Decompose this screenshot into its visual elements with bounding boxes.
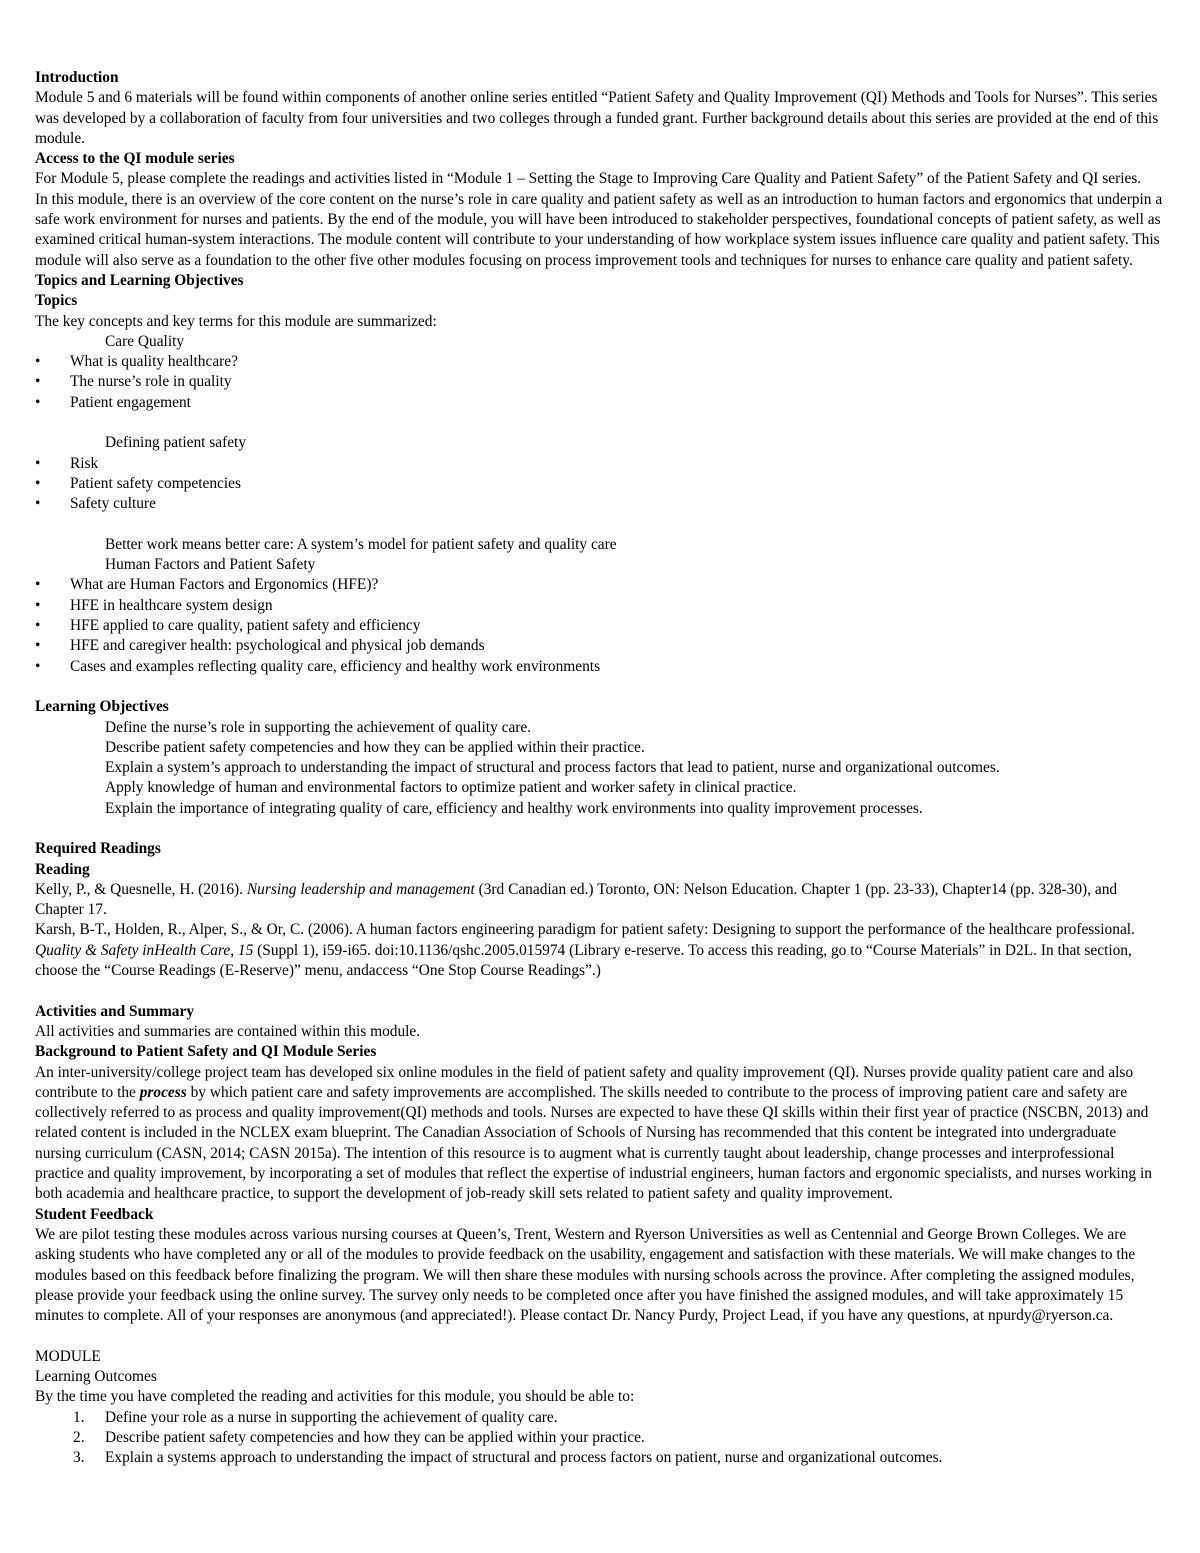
reference-journal: Quality & Safety inHealth Care, 15 — [35, 941, 254, 959]
readings-subheading: Reading — [35, 860, 90, 878]
topic-list-human-factors — [35, 575, 1164, 676]
topics-subheading: Topics — [35, 292, 78, 310]
list-item: • What are Human Factors and Ergonomics (HFE)? — [35, 575, 1164, 595]
feedback-heading: Student Feedback — [35, 1205, 154, 1223]
list-item: • The nurse’s role in quality — [35, 372, 1164, 392]
list-item: 2. Describe patient safety competencies and how they can be applied within your practice. — [73, 1428, 645, 1446]
topic-group-better-work: Better work means better care: A system’s model for patient safety and quality care — [105, 535, 617, 553]
learning-outcomes-heading: Learning Outcomes — [35, 1368, 157, 1385]
objective-item: Describe patient safety competencies and how they can be applied within their practice. — [105, 738, 645, 756]
list-item: 3. Explain a systems approach to understanding the impact of structural and process factors on patient, nurse and organizational outcomes. — [73, 1449, 943, 1467]
list-item: • Patient engagement — [35, 393, 1164, 413]
learning-outcomes-lead: By the time you have completed the reading and activities for this module, you should be able to: — [35, 1388, 635, 1406]
feedback-text: We are pilot testing these modules across various nursing courses at Queen’s, Trent, Western and Ryerson Universities as well as Centennial and George Brown Colleges. We are asking students who have completed any or all of the modules to provide feedback on the usability, engagement and satisfaction with these materials. We will make changes to the modules based on this feedback before finalizing the program. We will then share these modules with nursing schools across the province. After completing the assigned modules, please provide your feedback using the online survey. The survey only needs to be completed once after you have finished the assigned modules, and will take approximately 15 minutes to complete. All of your responses are anonymous (and appreciated!). Please contact Dr. Nancy Purdy, Project Lead, if you have any questions, at npurdy@ryerson.ca. — [35, 1225, 1136, 1325]
list-item: 1. Define your role as a nurse in supporting the achievement of quality care. — [73, 1408, 558, 1426]
list-item: • HFE and caregiver health: psychological and physical job demands — [35, 636, 1164, 656]
access-heading: Access to the QI module series — [35, 150, 235, 168]
background-text: An inter-university/college project team has developed six online modules in the field of patient safety and quality improvement (QI). Nurses provide quality patient care and also contribute to the process by which patient care and safety improvements are accomplished. The skills needed to contribute to the process of improving patient care and safety are collectively referred to as process and quality improvement(QI) methods and tools. Nurses are expected to have these QI skills within their first year of practice (NSCBN, 2013) and related content is included in the NCLEX exam blueprint. The Canadian Association of Schools of Nursing has recommended that this content be integrated into undergraduate nursing curriculum (CASN, 2014; CASN 2015a). The intention of this resource is to augment what is currently taught about leadership, change processes and interprofessional practice and quality improvement, by incorporating a set of modules that reflect the expertise of industrial engineers, human factors and ergonomic specialists, and nurses working in both academia and healthcare practice, to support the development of job-ready skill sets related to patient safety and quality improvement. — [35, 1063, 1152, 1203]
intro-text: Module 5 and 6 materials will be found within components of another online series entitled “Patient Safety and Quality Improvement (QI) Methods and Tools for Nurses”. This series was developed by a collaboration of faculty from four universities and two colleges through a funded grant. Further background details about this series are provided at the end of this module. — [35, 89, 1159, 147]
reference-title: Nursing leadership and management — [246, 880, 475, 898]
list-item: • HFE in healthcare system design — [35, 596, 1164, 616]
access-text-1: For Module 5, please complete the readings and activities listed in “Module 1 – Setting the Stage to Improving Care Quality and Patient Safety” of the Patient Safety and QI series. — [35, 170, 1142, 188]
topic-list-care-quality — [35, 352, 1164, 413]
topic-list-patient-safety — [35, 454, 1164, 515]
objective-item: Apply knowledge of human and environmental factors to optimize patient and worker safety in clinical practice. — [105, 779, 797, 797]
list-item: • Risk — [35, 454, 1164, 474]
background-heading: Background to Patient Safety and QI Module Series — [35, 1043, 377, 1061]
topic-group-patient-safety: Defining patient safety — [105, 434, 247, 452]
reading-reference-1: Kelly, P., & Quesnelle, H. (2016). Nursing leadership and management (3rd Canadian ed.) Toronto, ON: Nelson Education. Chapter 1 (pp. 23-33), Chapter14 (pp. 328-30), and Chapter 17. — [35, 880, 1118, 919]
intro-heading: Introduction — [35, 69, 119, 86]
list-item: • Patient safety competencies — [35, 474, 1164, 494]
activities-text: All activities and summaries are contained within this module. — [35, 1022, 421, 1040]
activities-heading: Activities and Summary — [35, 1002, 195, 1020]
emphasis-process: process — [139, 1083, 187, 1101]
list-item: • Safety culture — [35, 494, 1164, 514]
topics-lead: The key concepts and key terms for this module are summarized: — [35, 312, 437, 330]
objectives-heading: Learning Objectives — [35, 698, 169, 716]
module-label: MODULE — [35, 1347, 101, 1365]
objective-item: Define the nurse’s role in supporting the achievement of quality care. — [105, 718, 532, 736]
learning-outcomes-list — [35, 1408, 1164, 1469]
objective-item: Explain a system’s approach to understanding the impact of structural and process factors that lead to patient, nurse and organizational outcomes. — [105, 759, 1000, 777]
objective-item: Explain the importance of integrating quality of care, efficiency and healthy work environments into quality improvement processes. — [105, 799, 923, 817]
list-item: • Cases and examples reflecting quality care, efficiency and healthy work environments — [35, 657, 1164, 677]
readings-heading: Required Readings — [35, 840, 161, 858]
topic-group-human-factors: Human Factors and Patient Safety — [105, 556, 316, 574]
topic-group-care-quality: Care Quality — [105, 332, 185, 350]
access-text-2: In this module, there is an overview of the core content on the nurse’s role in care quality and patient safety as well as an introduction to human factors and ergonomics that underpin a safe work environment for nurses and patients. By the end of the module, you will have been introduced to stakeholder perspectives, foundational concepts of patient safety, as well as examined critical human-system interactions. The module content will contribute to your understanding of how workplace system issues influence care quality and patient safety. This module will also serve as a foundation to the other five other modules focusing on process improvement tools and techniques for nurses to enhance care quality and patient safety. — [35, 190, 1163, 269]
list-item: • HFE applied to care quality, patient safety and efficiency — [35, 616, 1164, 636]
reading-reference-2: Karsh, B-T., Holden, R., Alper, S., & Or, C. (2006). A human factors engineering paradigm for patient safety: Designing to support the performance of the healthcare professional. Quality & Safety inHealth Care, 15 (Suppl 1), i59-i65. doi:10.1136/qshc.2005.015974 (Library e-reserve. To access this reading, go to “Course Materials” in D2L. In that section, choose the “Course Readings (E-Reserve)” menu, andaccess “One Stop Course Readings”.) — [35, 921, 1135, 980]
list-item: • What is quality healthcare? — [35, 352, 1164, 372]
topics-heading: Topics and Learning Objectives — [35, 271, 244, 289]
